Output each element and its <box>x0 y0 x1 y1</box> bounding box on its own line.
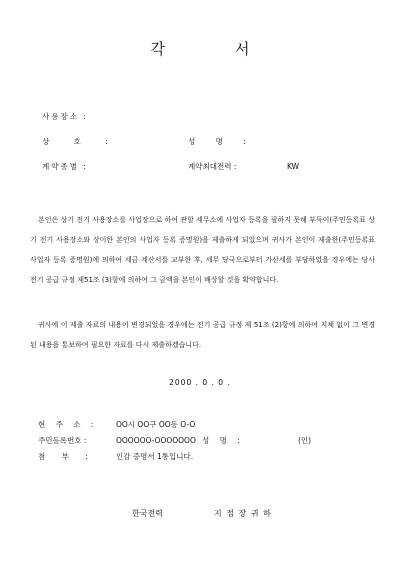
statement-paragraph-2 <box>30 315 375 355</box>
place-label: 사용장소 : <box>42 112 88 121</box>
name-label: 성 명 : <box>188 137 246 146</box>
address-label: 상 호 : <box>42 137 108 146</box>
signer-name-label: 성 명 : <box>202 436 240 445</box>
signer-address-value: OO시 OO구 OO동 O-O <box>116 420 196 429</box>
statement-paragraph-1 <box>30 210 375 290</box>
recipient-branch: 지 점 장 귀 하 <box>214 509 272 518</box>
attachment-label: 첨 부 : <box>38 452 88 461</box>
document-title: 각서 <box>150 40 320 58</box>
max-power-unit: KW <box>287 162 300 171</box>
signer-id-label: 주민등록번호 : <box>38 436 87 445</box>
contract-type-label: 계약종별 : <box>42 162 88 171</box>
seal-mark: (인) <box>298 436 312 445</box>
signer-address-label: 현 주 소 : <box>38 420 94 429</box>
paragraph-text: 본인은 상기 전기 사용장소를 사업장으로 하여 관할 세무소에 사업자 등록을 필하지 못해 부득이(주민등록표 상기 전기 사용장소와 상이한 본인의 사업자 등록 증명원)을 제출하게 되었으며 귀사가 본인이 제출한(주민등록표 사업자 등록 증명원)에 의하여 세금 계산서를 교부한 후, 세무 당국으로부터 가산세를 부담하였을 경우에는 당사 전기 공급 규정 제51조 (3)항에 의하여 그 금액을 본인이 배상할 것을 확약합니다. <box>30 216 375 284</box>
paragraph-text: 귀사에 이 제출 자료의 내용이 변경되었을 경우에는 전기 공급 규정 제 51조 (2)항에 의하여 지체 없이 그 변경된 내용을 통보하여 필요한 자료를 다시 제출하겠습니다. <box>30 321 375 349</box>
max-power-label: 계약최대전력 : <box>188 162 237 171</box>
attachment-value: 인감 증명서 1통입니다. <box>116 452 194 461</box>
company-name: 한국전력 <box>132 509 163 518</box>
signer-id-value: OOOOOO-OOOOOOO <box>116 436 196 445</box>
document-date: 2000 . 0 . 0 . <box>169 378 231 387</box>
